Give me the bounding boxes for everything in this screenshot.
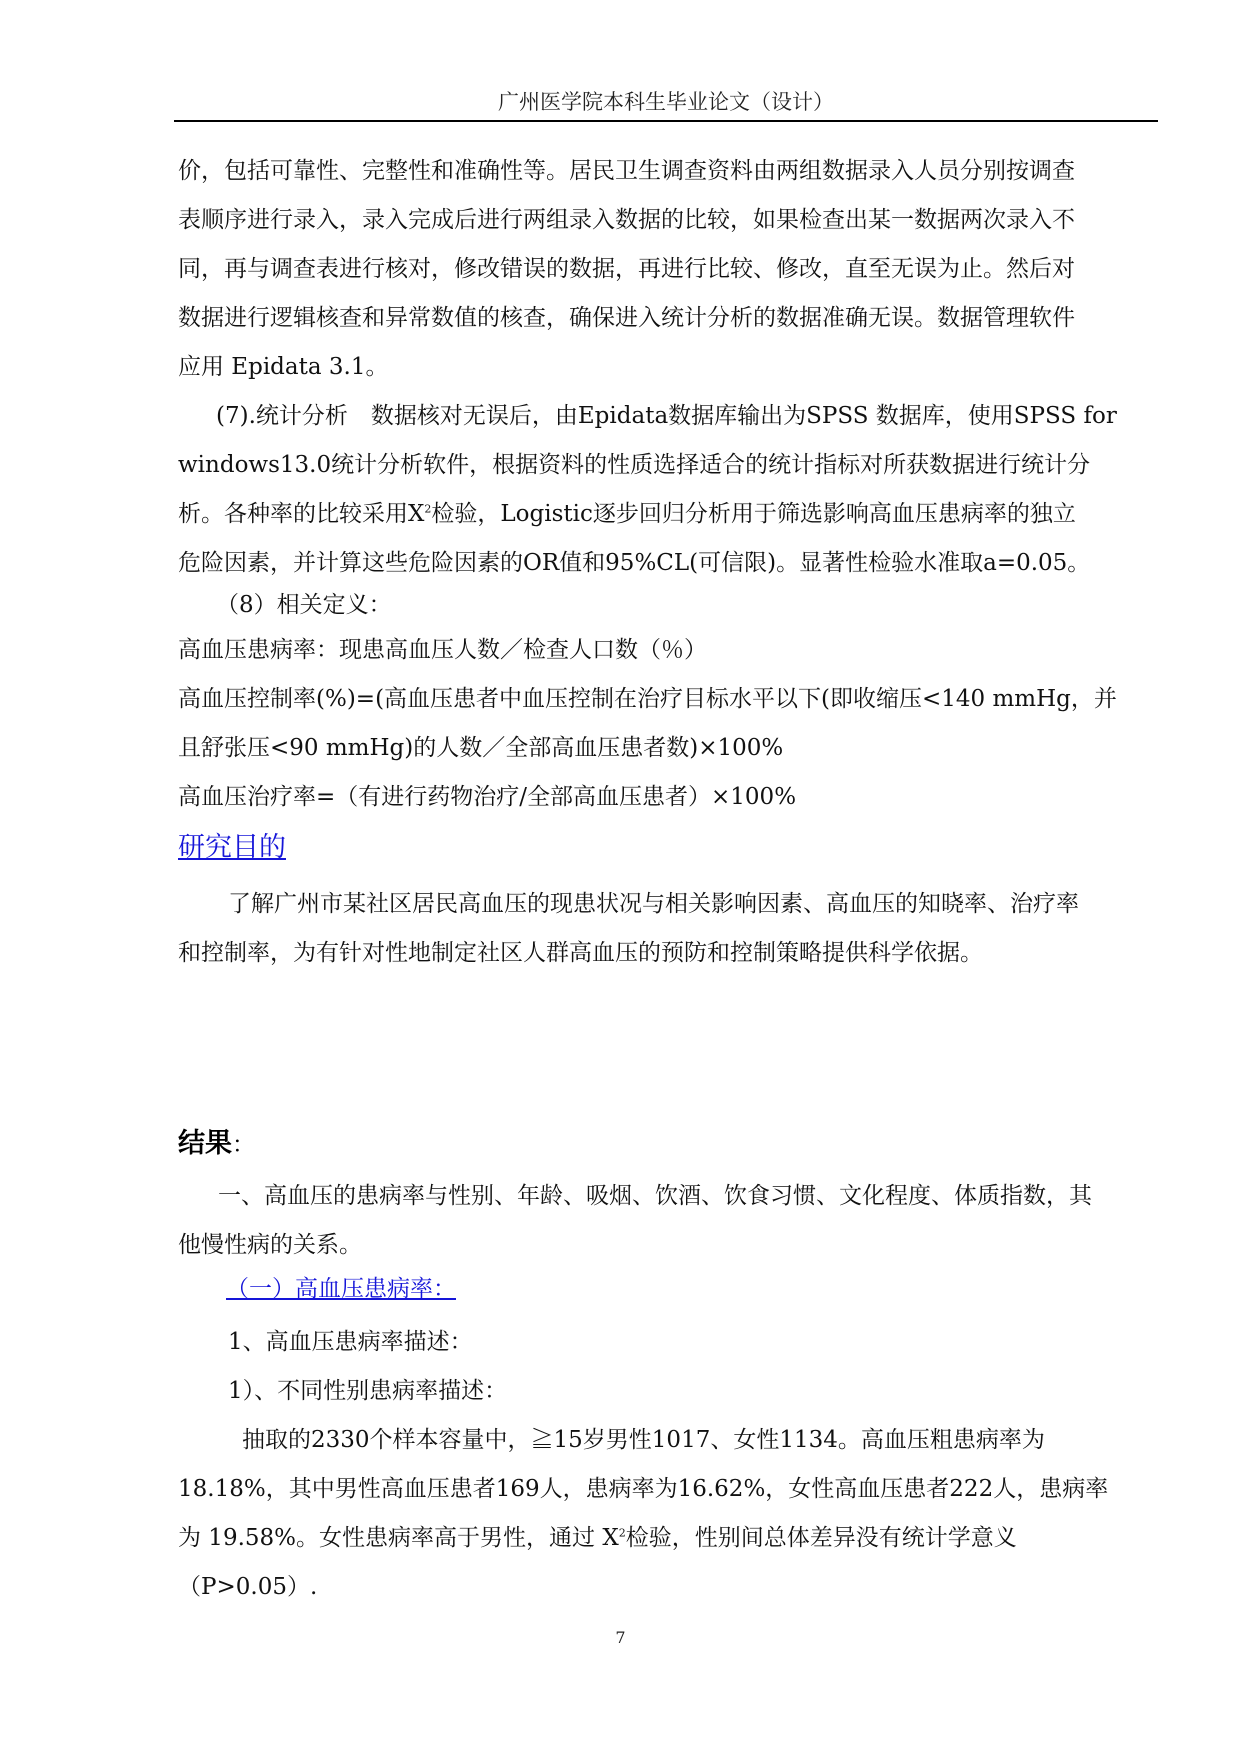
results-heading: [178, 1121, 255, 1160]
paragraph-line: 他慢性病的关系。: [178, 1232, 362, 1258]
list-item: 1）、不同性别患病率描述：: [228, 1378, 508, 1404]
text-run: 检验，Logistic逐步回归分析用于筛选影响高血压患病率的独立: [431, 501, 1076, 527]
purpose-heading-link[interactable]: 研究目的: [178, 832, 286, 863]
results-items: [178, 1318, 1178, 1612]
paragraph-line: 危险因素，并计算这些危险因素的OR值和95%CL(可信限)。显著性检验水准取a=0.05。: [178, 550, 1091, 576]
statistical-analysis-paragraph: [178, 392, 1178, 588]
paragraph-line: 同，再与调查表进行核对，修改错误的数据，再进行比较、修改，直至无误为止。然后对: [178, 256, 1075, 282]
text-run: 为 19.58%。女性患病率高于男性，通过 X: [178, 1525, 619, 1551]
definitions-title: （8）相关定义：: [216, 592, 392, 618]
paragraph-line: 数据进行逻辑核查和异常数值的核查，确保进入统计分析的数据准确无误。数据管理软件: [178, 305, 1075, 331]
paragraph-line: [178, 1514, 1178, 1563]
superscript: 2: [618, 1526, 626, 1540]
definition-line: 高血压控制率(%)=(高血压患者中血压控制在治疗目标水平以下(即收缩压<140 mmHg，并: [178, 686, 1117, 712]
results-heading-text: 结果: [178, 1128, 232, 1159]
paragraph-line: windows13.0统计分析软件，根据资料的性质选择适合的统计指标对所获数据进行统计分: [178, 452, 1091, 478]
paragraph-line: 18.18%，其中男性高血压患者169人，患病率为16.62%，女性高血压患者222人，患病率: [178, 1476, 1109, 1502]
paragraph-line: [178, 490, 1178, 539]
superscript: 2: [424, 502, 432, 516]
list-item: 1、高血压患病率描述：: [228, 1329, 473, 1355]
paragraph-line: （P>0.05）.: [178, 1574, 318, 1600]
running-header: 广州医学院本科生毕业论文（设计）: [174, 84, 1158, 122]
paragraph-line: (7).统计分析 数据核对无误后，由Epidata数据库输出为SPSS 数据库，使用SPSS for: [216, 403, 1117, 429]
paragraph-line: 价，包括可靠性、完整性和准确性等。居民卫生调查资料由两组数据录入人员分别按调查: [178, 158, 1075, 184]
definitions-block: [178, 584, 1178, 822]
paragraph-line: 抽取的2330个样本容量中，≧15岁男性1017、女性1134。高血压粗患病率为: [242, 1427, 1045, 1453]
data-entry-paragraph: [178, 147, 1178, 392]
definition-line: 且舒张压<90 mmHg)的人数／全部高血压患者数)×100%: [178, 735, 784, 761]
prevalence-subheading-link[interactable]: （一）高血压患病率：: [226, 1276, 456, 1302]
results-intro: [178, 1172, 1178, 1270]
paragraph-line: 表顺序进行录入，录入完成后进行两组录入数据的比较，如果检查出某一数据两次录入不: [178, 207, 1075, 233]
paragraph-line: 和控制率，为有针对性地制定社区人群高血压的预防和控制策略提供科学依据。: [178, 940, 983, 966]
paragraph-line: 了解广州市某社区居民高血压的现患状况与相关影响因素、高血压的知晓率、治疗率: [228, 891, 1079, 917]
paragraph-line: 应用 Epidata 3.1。: [178, 354, 389, 380]
paragraph-line: 一、高血压的患病率与性别、年龄、吸烟、饮酒、饮食习惯、文化程度、体质指数，其: [218, 1183, 1092, 1209]
results-heading-colon: ：: [232, 1132, 255, 1158]
text-run: 检验，性别间总体差异没有统计学意义: [625, 1525, 1017, 1551]
definition-line: 高血压治疗率=（有进行药物治疗/全部高血压患者）×100%: [178, 784, 797, 810]
page-number: 7: [615, 1628, 626, 1647]
definition-line: 高血压患病率：现患高血压人数／检查人口数（％）: [178, 637, 707, 663]
text-run: 析。各种率的比较采用X: [178, 501, 425, 527]
purpose-paragraph: [178, 880, 1178, 978]
